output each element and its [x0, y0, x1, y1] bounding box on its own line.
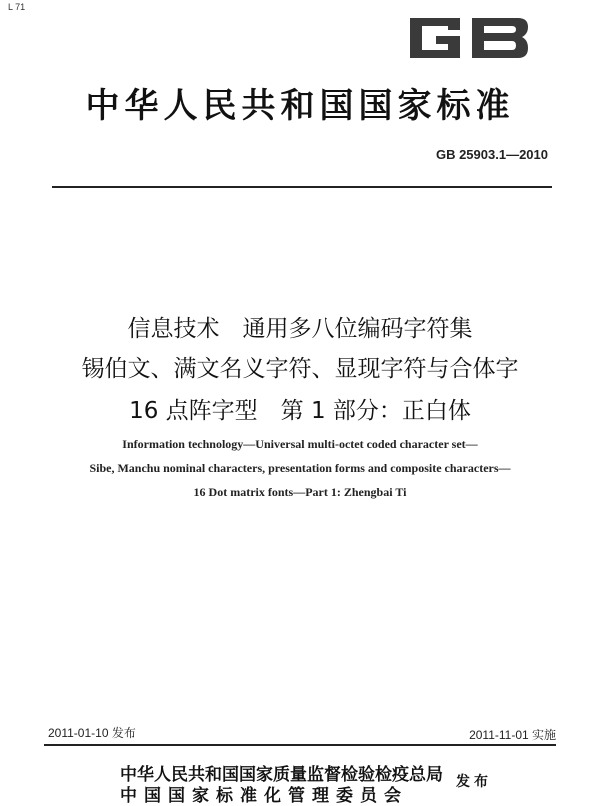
standard-name: 中华人民共和国国家标准	[85, 86, 515, 126]
bottom-divider	[44, 744, 556, 746]
title-cn-line2: 锡伯文、满文名义字符、显现字符与合体字	[81, 356, 519, 382]
issue-date: 2011-01-10 发布	[48, 726, 136, 740]
issuer-aqsiq: 中华人民共和国国家质量监督检验检疫总局	[120, 765, 443, 785]
issuer-sac: 中国国家标准化管理委员会	[120, 786, 408, 806]
title-en-line1: Information technology—Universal multi-octet coded character set—	[122, 437, 478, 451]
publish-label: 发布	[456, 774, 492, 790]
gb-logo-letters	[410, 18, 528, 58]
ics-code: L 71	[8, 2, 26, 12]
implementation-date: 2011-11-01 实施	[469, 728, 556, 742]
top-divider	[52, 186, 552, 188]
title-cn-line1: 信息技术 通用多八位编码字符集	[127, 316, 473, 342]
standard-number: GB 25903.1—2010	[435, 147, 548, 162]
title-cn-line3: 16 点阵字型 第 1 部分：正白体	[129, 398, 471, 424]
gb-logo	[402, 12, 534, 64]
title-en-line3: 16 Dot matrix fonts—Part 1: Zhengbai Ti	[193, 485, 407, 499]
title-en-line2: Sibe, Manchu nominal characters, presentation forms and composite characters—	[89, 461, 511, 475]
